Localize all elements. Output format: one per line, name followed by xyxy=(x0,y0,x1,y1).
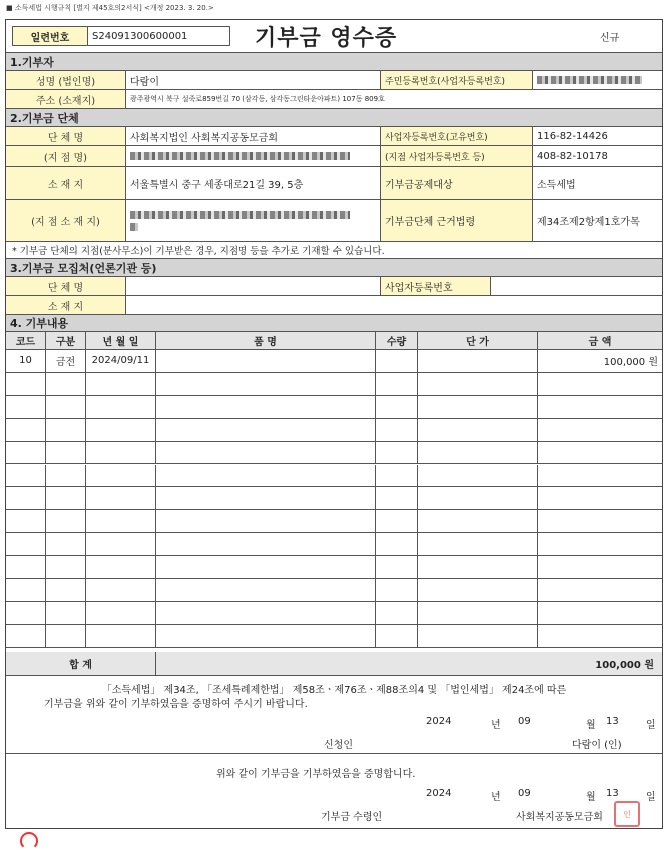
table-row xyxy=(6,350,662,373)
cell-item xyxy=(156,396,376,418)
total-row xyxy=(6,652,662,676)
cert-day-unit-2: 일 xyxy=(646,792,656,803)
cell-amount xyxy=(538,442,662,464)
branch-loc-value xyxy=(126,200,381,241)
cert-month-unit-2: 월 xyxy=(586,792,596,803)
cell-qty xyxy=(376,533,418,555)
cell-price xyxy=(418,350,538,372)
col-price: 단 가 xyxy=(418,332,538,349)
cell-qty xyxy=(376,579,418,601)
status-text: 신규 xyxy=(600,32,620,44)
cell-code xyxy=(6,625,46,647)
applicant-value: 다람이 (인) xyxy=(572,740,622,751)
serial-value: S24091300600001 xyxy=(88,26,230,46)
cell-kind xyxy=(46,396,86,418)
branch-name-value xyxy=(126,146,381,166)
cell-code: 10 xyxy=(6,350,46,372)
cell-code xyxy=(6,419,46,441)
cell-kind xyxy=(46,579,86,601)
cell-price xyxy=(418,602,538,624)
cert-month-2: 09 xyxy=(518,788,531,799)
cell-date xyxy=(86,487,156,509)
collector-bizno-label: 사업자등록번호 xyxy=(381,277,491,295)
cell-item xyxy=(156,419,376,441)
applicant-label: 신청인 xyxy=(324,740,353,751)
cell-qty xyxy=(376,556,418,578)
cell-amount xyxy=(538,465,662,487)
cell-kind xyxy=(46,556,86,578)
cell-price xyxy=(418,396,538,418)
branch-name-row xyxy=(6,146,662,167)
cell-qty xyxy=(376,442,418,464)
cell-kind xyxy=(46,373,86,395)
form-header-note: ■ 소득세법 시행규칙 [별지 제45호의2서식] <개정 2023. 3. 20.> xyxy=(6,4,214,12)
table-row xyxy=(6,396,662,419)
cell-date xyxy=(86,419,156,441)
cell-amount xyxy=(538,533,662,555)
cell-code xyxy=(6,373,46,395)
cert-day: 13 xyxy=(606,716,619,727)
cert-year: 2024 xyxy=(426,716,452,727)
table-row xyxy=(6,373,662,396)
cert-month-unit: 월 xyxy=(586,720,596,731)
table-row xyxy=(6,579,662,602)
total-value: 100,000 원 xyxy=(595,660,654,671)
cell-kind xyxy=(46,533,86,555)
cert-day-2: 13 xyxy=(606,788,619,799)
cell-item xyxy=(156,465,376,487)
donor-name-row xyxy=(6,71,662,90)
cert-year-2: 2024 xyxy=(426,788,452,799)
col-qty: 수량 xyxy=(376,332,418,349)
table-row xyxy=(6,602,662,625)
cell-item xyxy=(156,442,376,464)
cell-date xyxy=(86,510,156,532)
page-title: 기부금 영수증 xyxy=(255,25,398,51)
org-name-row xyxy=(6,127,662,146)
cell-kind xyxy=(46,465,86,487)
cell-price xyxy=(418,510,538,532)
branch-bizno-label: (지점 사업자등록번호 등) xyxy=(381,146,533,166)
section-collector-title: 3.기부금 모집처(언론기관 등) xyxy=(6,259,662,277)
col-kind: 구분 xyxy=(46,332,86,349)
org-name-value: 사회복지법인 사회복지공동모금회 xyxy=(126,127,381,145)
receiver-value: 사회복지공동모금회 xyxy=(516,812,603,823)
cell-amount xyxy=(538,419,662,441)
collector-name-row xyxy=(6,277,662,296)
collector-loc-value xyxy=(126,296,662,314)
donor-addr-label: 주소 (소재지) xyxy=(6,90,126,108)
cert-text-2: 기부금을 위와 같이 기부하였음을 증명하여 주시기 바랍니다. xyxy=(44,699,308,710)
table-row xyxy=(6,510,662,533)
section-org-title: 2.기부금 단체 xyxy=(6,109,662,127)
cert-month: 09 xyxy=(518,716,531,727)
cell-item xyxy=(156,579,376,601)
branch-name-label: (지 점 명) xyxy=(6,146,126,166)
cell-item xyxy=(156,533,376,555)
table-row xyxy=(6,419,662,442)
org-loc-value: 서울특별시 중구 세종대로21길 39, 5층 xyxy=(126,167,381,199)
cell-kind xyxy=(46,510,86,532)
cell-item xyxy=(156,602,376,624)
section-donor-title: 1.기부자 xyxy=(6,53,662,71)
deduct-value: 소득세법 xyxy=(537,179,576,191)
table-row xyxy=(6,533,662,556)
cell-code xyxy=(6,510,46,532)
cell-price xyxy=(418,373,538,395)
cell-date xyxy=(86,396,156,418)
cell-kind xyxy=(46,625,86,647)
cell-qty xyxy=(376,602,418,624)
law-value: 제34조제2항제1호가목 xyxy=(537,217,640,228)
cell-kind: 금전 xyxy=(46,350,86,372)
cell-code xyxy=(6,533,46,555)
cell-price xyxy=(418,487,538,509)
col-date: 년 월 일 xyxy=(86,332,156,349)
branch-loc-label: (지 점 소 재 지) xyxy=(6,200,126,241)
cell-item xyxy=(156,350,376,372)
col-item: 품 명 xyxy=(156,332,376,349)
brand-logo-icon xyxy=(20,832,38,850)
col-code: 코드 xyxy=(6,332,46,349)
cert-day-unit: 일 xyxy=(646,720,656,731)
title-row xyxy=(6,20,662,53)
collector-name-label: 단 체 명 xyxy=(6,277,126,295)
cell-code xyxy=(6,465,46,487)
org-loc-label: 소 재 지 xyxy=(6,167,126,199)
cell-code xyxy=(6,487,46,509)
serial-label: 일련번호 xyxy=(12,26,88,46)
cert-divider xyxy=(6,753,662,754)
org-bizno-label: 사업자등록번호(고유번호) xyxy=(381,127,533,145)
branch-loc-row xyxy=(6,200,662,242)
cell-price xyxy=(418,556,538,578)
cell-item xyxy=(156,510,376,532)
cell-kind xyxy=(46,419,86,441)
org-loc-row xyxy=(6,167,662,200)
cert-year-unit: 년 xyxy=(491,720,501,731)
cell-date xyxy=(86,602,156,624)
cell-qty xyxy=(376,350,418,372)
collector-loc-row xyxy=(6,296,662,315)
cell-kind xyxy=(46,442,86,464)
receipt-form xyxy=(5,19,663,829)
org-name-label: 단 체 명 xyxy=(6,127,126,145)
cell-date: 2024/09/11 xyxy=(86,350,156,372)
table-header xyxy=(6,332,662,350)
org-bizno-value: 116-82-14426 xyxy=(537,130,608,142)
cell-item xyxy=(156,556,376,578)
cell-date xyxy=(86,442,156,464)
cell-amount xyxy=(538,602,662,624)
total-label: 합 계 xyxy=(6,652,156,675)
cell-qty xyxy=(376,487,418,509)
receiver-label: 기부금 수령인 xyxy=(321,812,383,823)
cert-text-3: 위와 같이 기부금을 기부하였음을 증명합니다. xyxy=(216,769,416,780)
cell-amount xyxy=(538,373,662,395)
collector-name-value xyxy=(126,277,381,295)
cell-amount: 100,000 원 xyxy=(603,357,658,369)
cell-date xyxy=(86,579,156,601)
cell-amount xyxy=(538,625,662,647)
cell-date xyxy=(86,625,156,647)
cell-amount xyxy=(538,396,662,418)
donor-addr-value: 광주광역시 북구 설죽로859번길 70 (삼각동, 삼각동그린타운아파트) 107동 809호 xyxy=(130,95,385,103)
cell-price xyxy=(418,442,538,464)
cell-qty xyxy=(376,419,418,441)
cell-price xyxy=(418,579,538,601)
cell-amount xyxy=(538,579,662,601)
cell-code xyxy=(6,396,46,418)
cell-qty xyxy=(376,465,418,487)
org-note: * 기부금 단체의 지점(분사무소)이 기부받은 경우, 지점명 등을 추가로 기재할 수 있습니다. xyxy=(6,242,662,259)
table-row xyxy=(6,465,662,488)
collector-bizno-value xyxy=(491,277,662,295)
receiver-seal: 인 xyxy=(614,801,640,827)
cell-price xyxy=(418,465,538,487)
cell-price xyxy=(418,419,538,441)
cell-code xyxy=(6,556,46,578)
donor-name-label: 성명 (법인명) xyxy=(6,71,126,89)
cell-amount xyxy=(538,556,662,578)
cell-item xyxy=(156,373,376,395)
cell-code xyxy=(6,579,46,601)
cell-qty xyxy=(376,625,418,647)
cell-code xyxy=(6,602,46,624)
cell-kind xyxy=(46,487,86,509)
donor-name-value: 다람이 xyxy=(126,71,381,89)
cell-date xyxy=(86,533,156,555)
cell-amount xyxy=(538,487,662,509)
cell-price xyxy=(418,625,538,647)
cell-date xyxy=(86,556,156,578)
cell-kind xyxy=(46,602,86,624)
cell-date xyxy=(86,465,156,487)
deduct-label: 기부금공제대상 xyxy=(381,167,533,199)
collector-loc-label: 소 재 지 xyxy=(6,296,126,314)
table-row xyxy=(6,442,662,465)
branch-bizno-value: 408-82-10178 xyxy=(537,150,608,162)
cell-date xyxy=(86,373,156,395)
cert-year-unit-2: 년 xyxy=(491,792,501,803)
cell-qty xyxy=(376,396,418,418)
cell-price xyxy=(418,533,538,555)
table-row xyxy=(6,556,662,579)
section-content-title: 4. 기부내용 xyxy=(6,315,662,332)
cell-item xyxy=(156,487,376,509)
cell-code xyxy=(6,442,46,464)
cell-qty xyxy=(376,510,418,532)
donor-addr-row xyxy=(6,90,662,109)
table-row xyxy=(6,625,662,648)
donor-id-value xyxy=(533,71,662,89)
law-label: 기부금단체 근거법령 xyxy=(381,200,533,241)
donor-id-label: 주민등록번호(사업자등록번호) xyxy=(381,71,533,89)
cell-amount xyxy=(538,510,662,532)
cell-item xyxy=(156,625,376,647)
table-row xyxy=(6,487,662,510)
cell-qty xyxy=(376,373,418,395)
cert-text-1: 「소득세법」 제34조, 「조세특례제한법」 제58조ㆍ제76조ㆍ제88조의4 및 「법인세법」 제24조에 따른 xyxy=(101,685,567,696)
col-amount: 금 액 xyxy=(538,332,662,349)
